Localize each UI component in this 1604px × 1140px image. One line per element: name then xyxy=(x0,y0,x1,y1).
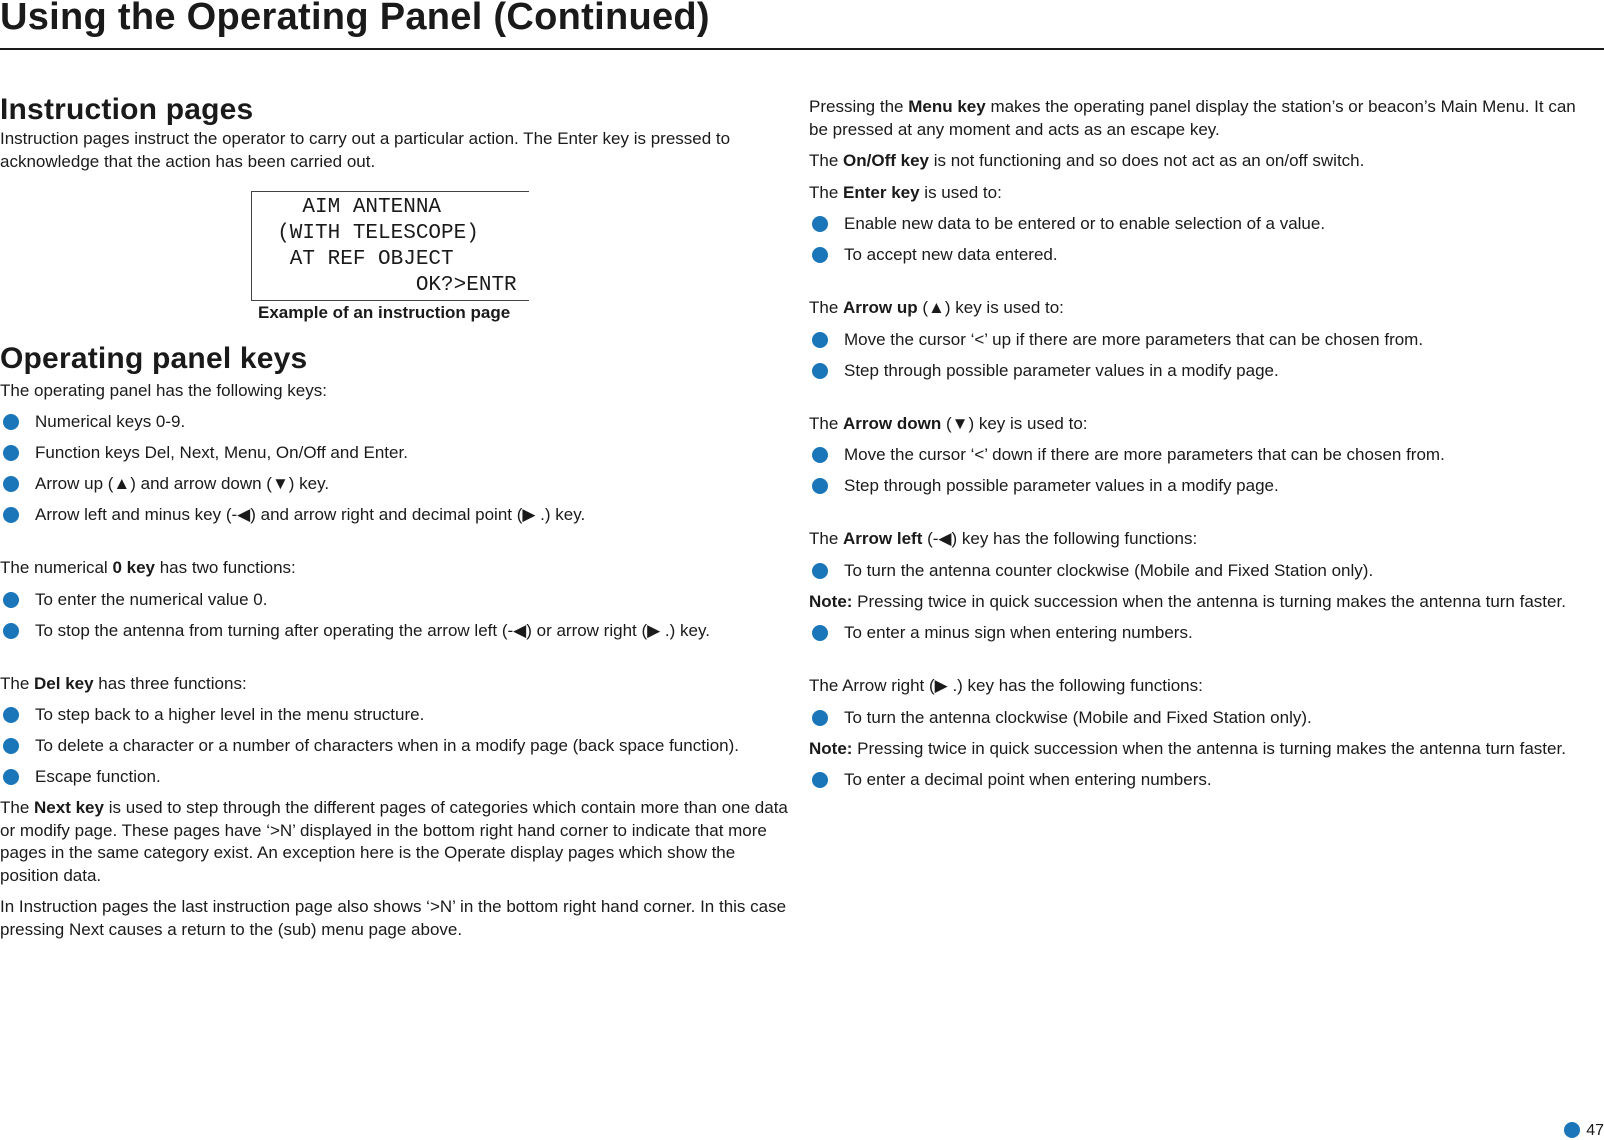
list-item: Enable new data to be entered or to enable selection of a value. xyxy=(809,213,1599,236)
list-item: To stop the antenna from turning after operating the arrow left (-◀) or arrow right (▶ .) key. xyxy=(0,620,790,643)
zero-key-intro: The numerical 0 key has two functions: xyxy=(0,558,296,577)
list-item: To enter the numerical value 0. xyxy=(0,589,790,612)
instruction-next-text: In Instruction pages the last instruction page also shows ‘>N’ in the bottom right hand corner. In this case pressing Next causes a return to the (sub) menu page above. xyxy=(0,897,787,939)
list-item: Numerical keys 0-9. xyxy=(0,411,790,434)
list-item: Arrow left and minus key (-◀) and arrow right and decimal point (▶ .) key. xyxy=(0,504,790,527)
bullet-icon xyxy=(1564,1122,1580,1138)
bullet-icon xyxy=(812,363,828,379)
bullet-icon xyxy=(3,592,19,608)
bullet-icon xyxy=(3,445,19,461)
right-column xyxy=(809,96,1599,800)
list-item: Arrow up (▲) and arrow down (▼) key. xyxy=(0,473,790,496)
instruction-pages-text: Instruction pages instruct the operator to carry out a particular action. The Enter key is pressed to acknowledge that the action has been carried out. xyxy=(0,129,731,171)
list-item: To step back to a higher level in the menu structure. xyxy=(0,704,790,727)
arrow-down-intro: The Arrow down (▼) key is used to: xyxy=(809,413,1088,433)
list-item: To enter a minus sign when entering numbers. xyxy=(809,622,1599,645)
list-item: Move the cursor ‘<’ down if there are more parameters that can be chosen from. xyxy=(809,444,1599,467)
list-item: Step through possible parameter values in a modify page. xyxy=(809,360,1599,383)
lcd-display-example xyxy=(251,191,529,301)
keys-intro: The operating panel has the following keys: xyxy=(0,380,327,400)
onoff-key-text: The On/Off key is not functioning and so does not act as an on/off switch. xyxy=(809,151,1365,170)
arrow-right-note: Note: Pressing twice in quick succession when the antenna is turning makes the antenna turn faster. xyxy=(809,738,1566,758)
list-item: Step through possible parameter values in a modify page. xyxy=(809,475,1599,498)
arrow-up-intro: The Arrow up (▲) key is used to: xyxy=(809,298,1064,317)
bullet-icon xyxy=(3,476,19,492)
lcd-line: AT REF OBJECT xyxy=(252,248,454,271)
bullet-icon xyxy=(812,447,828,463)
del-key-intro: The Del key has three functions: xyxy=(0,673,247,693)
next-key-text: The Next key is used to step through the different pages of categories which contain more than one data or modify page. These pages have ‘>N’ displayed in the bottom right hand corner to indicate that more pages in the same category exist. An exception here is the Operate display pages which show the position data. xyxy=(0,798,788,885)
list-item: To enter a decimal point when entering numbers. xyxy=(809,769,1599,792)
arrow-left-intro: The Arrow left (-◀) key has the following functions: xyxy=(809,529,1198,548)
bullet-icon xyxy=(812,710,828,726)
menu-key-text: Pressing the Menu key makes the operating panel display the station’s or beacon’s Main Menu. It can be pressed at any moment and acts as an escape key. xyxy=(809,97,1576,139)
list-item: To turn the antenna counter clockwise (Mobile and Fixed Station only). xyxy=(809,560,1599,583)
bullet-icon xyxy=(812,625,828,641)
bullet-icon xyxy=(3,623,19,639)
lcd-caption: Example of an instruction page xyxy=(258,303,511,322)
bullet-icon xyxy=(812,478,828,494)
page-number: 47 xyxy=(1564,1122,1604,1140)
list-item: To turn the antenna clockwise (Mobile and Fixed Station only). xyxy=(809,707,1599,730)
page-title: Using the Operating Panel (Continued) xyxy=(0,0,710,38)
lcd-line: (WITH TELESCOPE) xyxy=(252,222,479,245)
arrow-left-note: Note: Pressing twice in quick succession when the antenna is turning makes the antenna turn faster. xyxy=(809,591,1566,611)
bullet-icon xyxy=(812,332,828,348)
list-item: Move the cursor ‘<’ up if there are more parameters that can be chosen from. xyxy=(809,329,1599,352)
bullet-icon xyxy=(812,216,828,232)
bullet-icon xyxy=(3,414,19,430)
bullet-icon xyxy=(812,563,828,579)
list-item: To accept new data entered. xyxy=(809,244,1599,267)
bullet-icon xyxy=(3,738,19,754)
lcd-line: AIM ANTENNA xyxy=(252,196,442,219)
arrow-right-intro: The Arrow right (▶ .) key has the following functions: xyxy=(809,676,1203,695)
enter-key-intro: The Enter key is used to: xyxy=(809,182,1002,202)
list-item: Escape function. xyxy=(0,766,790,789)
title-divider xyxy=(0,48,1604,50)
operating-panel-keys-heading: Operating panel keys xyxy=(0,341,308,375)
left-column xyxy=(0,92,790,950)
bullet-icon xyxy=(812,247,828,263)
lcd-line: OK?>ENTR xyxy=(252,274,517,297)
list-item: To delete a character or a number of characters when in a modify page (back space function). xyxy=(0,735,790,758)
bullet-icon xyxy=(812,772,828,788)
bullet-icon xyxy=(3,707,19,723)
bullet-icon xyxy=(3,507,19,523)
instruction-pages-heading: Instruction pages xyxy=(0,93,254,126)
list-item: Function keys Del, Next, Menu, On/Off and Enter. xyxy=(0,442,790,465)
bullet-icon xyxy=(3,769,19,785)
